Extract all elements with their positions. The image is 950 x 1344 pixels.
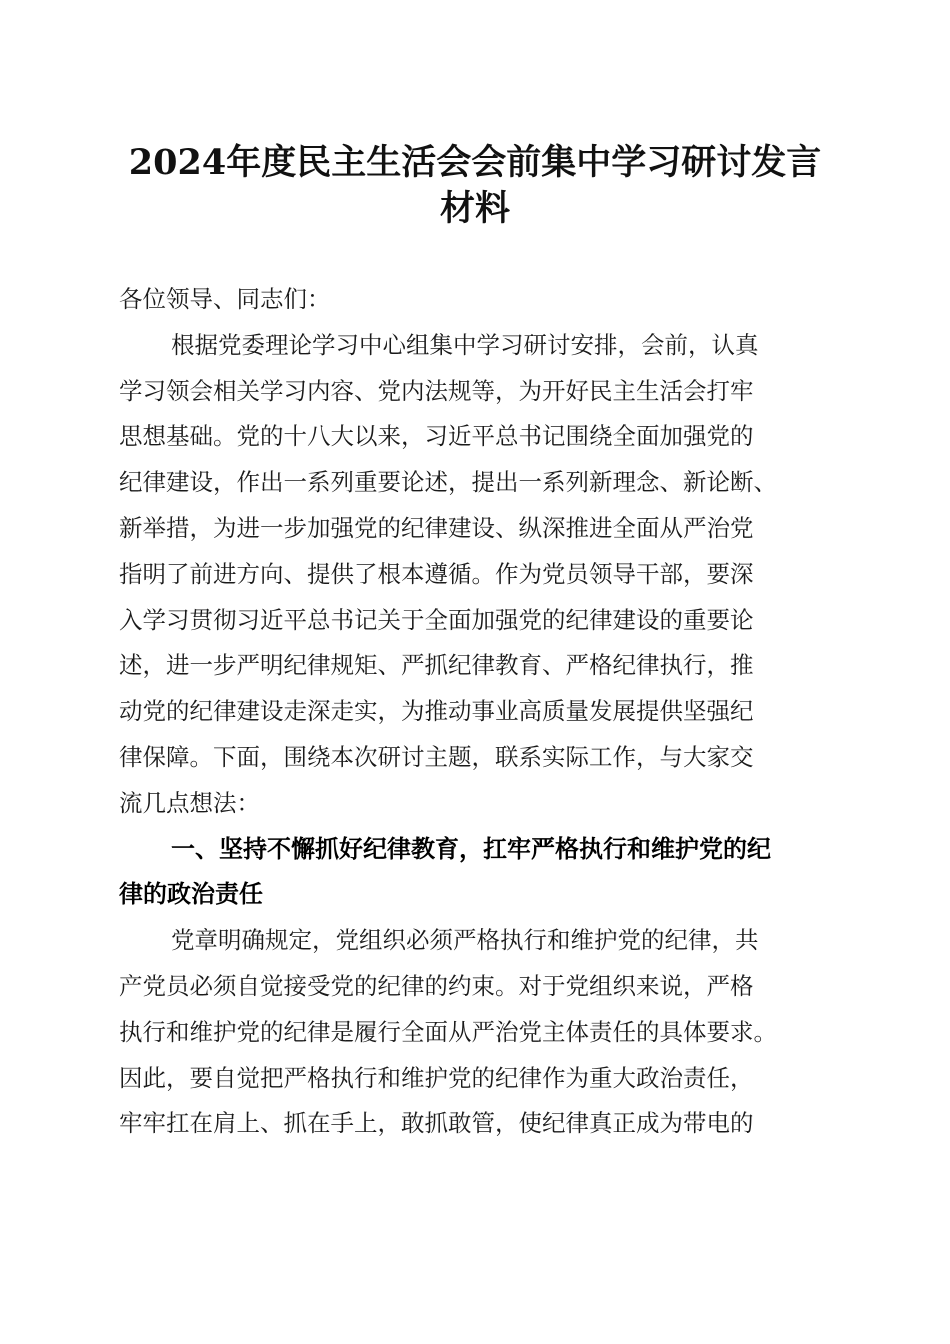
section-heading-line: 一、坚持不懈抓好纪律教育，扛牢严格执行和维护党的纪 (171, 834, 771, 863)
body-text-line: 根据党委理论学习中心组集中学习研讨安排，会前，认真 (171, 330, 759, 359)
body-text-line: 产党员必须自觉接受党的纪律的约束。对于党组织来说，严格 (119, 972, 754, 1000)
document-title-line-2: 材料 (439, 188, 510, 229)
body-text-line: 流几点想法： (119, 788, 260, 817)
body-text-line: 述，进一步严明纪律规矩、严抓纪律教育、严格纪律执行，推 (119, 651, 754, 680)
body-text-line: 各位领导、同志们： (119, 285, 331, 313)
body-text-line: 因此，要自觉把严格执行和维护党的纪律作为重大政治责任， (119, 1063, 754, 1092)
section-heading-line: 律的政治责任 (119, 880, 263, 909)
body-text-line: 思想基础。党的十八大以来，习近平总书记围绕全面加强党的 (119, 422, 754, 451)
body-text-line: 执行和维护党的纪律是履行全面从严治党主体责任的具体要求。 (119, 1017, 777, 1046)
body-text-line: 新举措，为进一步加强党的纪律建设、纵深推进全面从严治党 (119, 514, 754, 542)
body-text-line: 纪律建设，作出一系列重要论述，提出一系列新理念、新论断、 (119, 468, 777, 497)
body-text-line: 学习领会相关学习内容、党内法规等，为开好民主生活会打牢 (119, 376, 754, 405)
body-text-line: 指明了前进方向、提供了根本遵循。作为党员领导干部，要深 (119, 559, 754, 588)
body-text-line: 牢牢扛在肩上、抓在手上，敢抓敢管，使纪律真正成为带电的 (119, 1109, 754, 1138)
body-text-line: 律保障。下面，围绕本次研讨主题，联系实际工作，与大家交 (119, 743, 754, 771)
body-text-line: 党章明确规定，党组织必须严格执行和维护党的纪律，共 (171, 926, 759, 955)
document-title-line-1: 2024年度民主生活会会前集中学习研讨发言 (128, 142, 822, 183)
body-text-line: 动党的纪律建设走深走实，为推动事业高质量发展提供坚强纪 (119, 697, 754, 726)
body-text-line: 入学习贯彻习近平总书记关于全面加强党的纪律建设的重要论 (119, 605, 754, 634)
